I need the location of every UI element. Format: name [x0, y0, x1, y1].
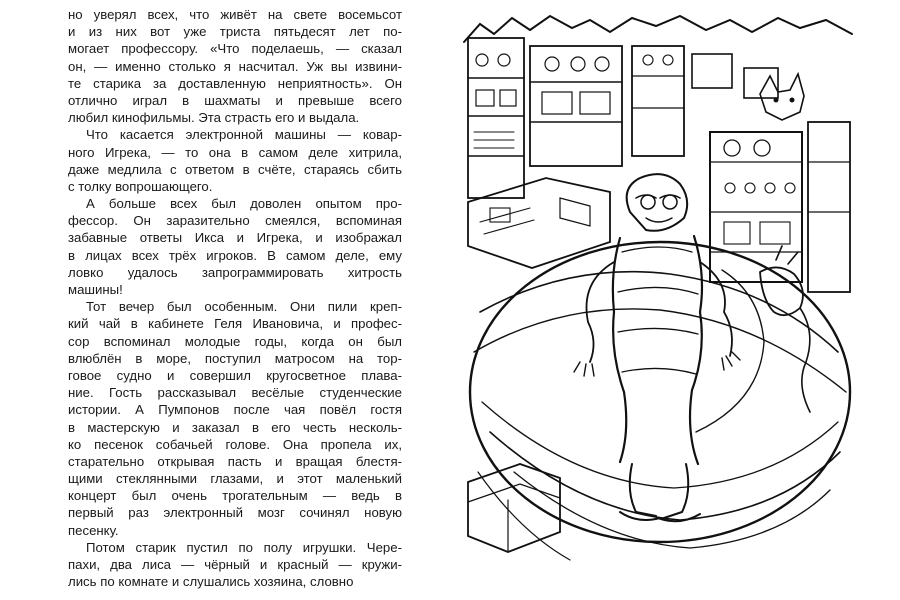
professor-laboratory-illustration — [460, 12, 856, 584]
paragraph — [68, 195, 402, 298]
text-line: Что касается электронной машины — ковар- — [86, 127, 402, 143]
text-line: лись по комнате и слушались хозяина, словно — [68, 574, 354, 590]
text-line: могает профессору. «Что поделаешь, — сказал — [68, 41, 402, 57]
paragraph — [68, 6, 402, 126]
paragraph — [68, 298, 402, 539]
text-line: и из них вот уже триста пятьдесят лет по- — [68, 24, 402, 40]
text-line: в мастерскую и заказал в его честь несколь- — [68, 419, 402, 435]
text-line: ного Игрека, — то она в самом деле хитрила, — [68, 144, 402, 160]
text-line: ко песенок собачьей голове. Она пропела их, — [68, 436, 402, 452]
text-line: машины! — [68, 282, 123, 297]
text-line: он, — именно столько я насчитал. Уж вы извини- — [68, 58, 402, 74]
text-line: Тот вечер был особенным. Они пили креп- — [86, 299, 402, 315]
text-line: ловко удалось запрограммировать хитрость — [68, 264, 402, 280]
text-line: сор вспоминал молодые годы, когда он был — [68, 333, 402, 349]
text-line: любил кинофильмы. Эта страсть его и выдала. — [68, 110, 360, 126]
paragraph — [68, 126, 402, 195]
text-line: фессор. Он заразительно смеялся, вспоминая — [68, 213, 402, 229]
text-line: отлично играл в шахматы и превыше всего — [68, 92, 402, 108]
text-line: кий чай в кабинете Геля Ивановича, и профес- — [68, 316, 402, 332]
text-line: пахи, два лиса — чёрный и красный — кружи- — [68, 557, 402, 572]
text-line: ние. Гость рассказывал весёлые студенческие — [68, 385, 402, 401]
text-line: в лицах всех трёх игроков. В самом деле, ему — [68, 247, 402, 263]
text-line: Потом старик пустил по полу игрушки. Чере- — [86, 539, 402, 555]
paragraph — [68, 539, 402, 591]
text-line: даже медлила с ответом в счёте, стараясь сбить — [68, 161, 402, 177]
text-line: влюблён в море, поступил матросом на тор- — [68, 350, 402, 366]
text-line: забавные ответы Икса и Игрека, и изображал — [68, 230, 402, 246]
text-line: первый раз электронный мозг сочинял новую — [68, 505, 402, 521]
body-text-column — [68, 6, 402, 590]
text-line: те старика за доставленную неприятность». Он — [68, 75, 402, 91]
text-line: А больше всех был доволен опытом про- — [86, 196, 402, 212]
text-line: старательно открывая пасть и вращая блестя- — [68, 453, 402, 469]
text-line: но уверял всех, что живёт на свете восемьсот — [68, 7, 402, 22]
text-line: с толку вопрошающего. — [68, 178, 213, 194]
text-line: говое судно и совершил кругосветное плава- — [68, 367, 402, 383]
text-line: щими стеклянными глазами, и этот маленький — [68, 471, 402, 487]
text-line: концерт был очень трогательным — ведь в — [68, 488, 402, 504]
text-line: песенку. — [68, 522, 119, 538]
text-line: истории. А Пумпонов после чая повёл гостя — [68, 402, 402, 418]
